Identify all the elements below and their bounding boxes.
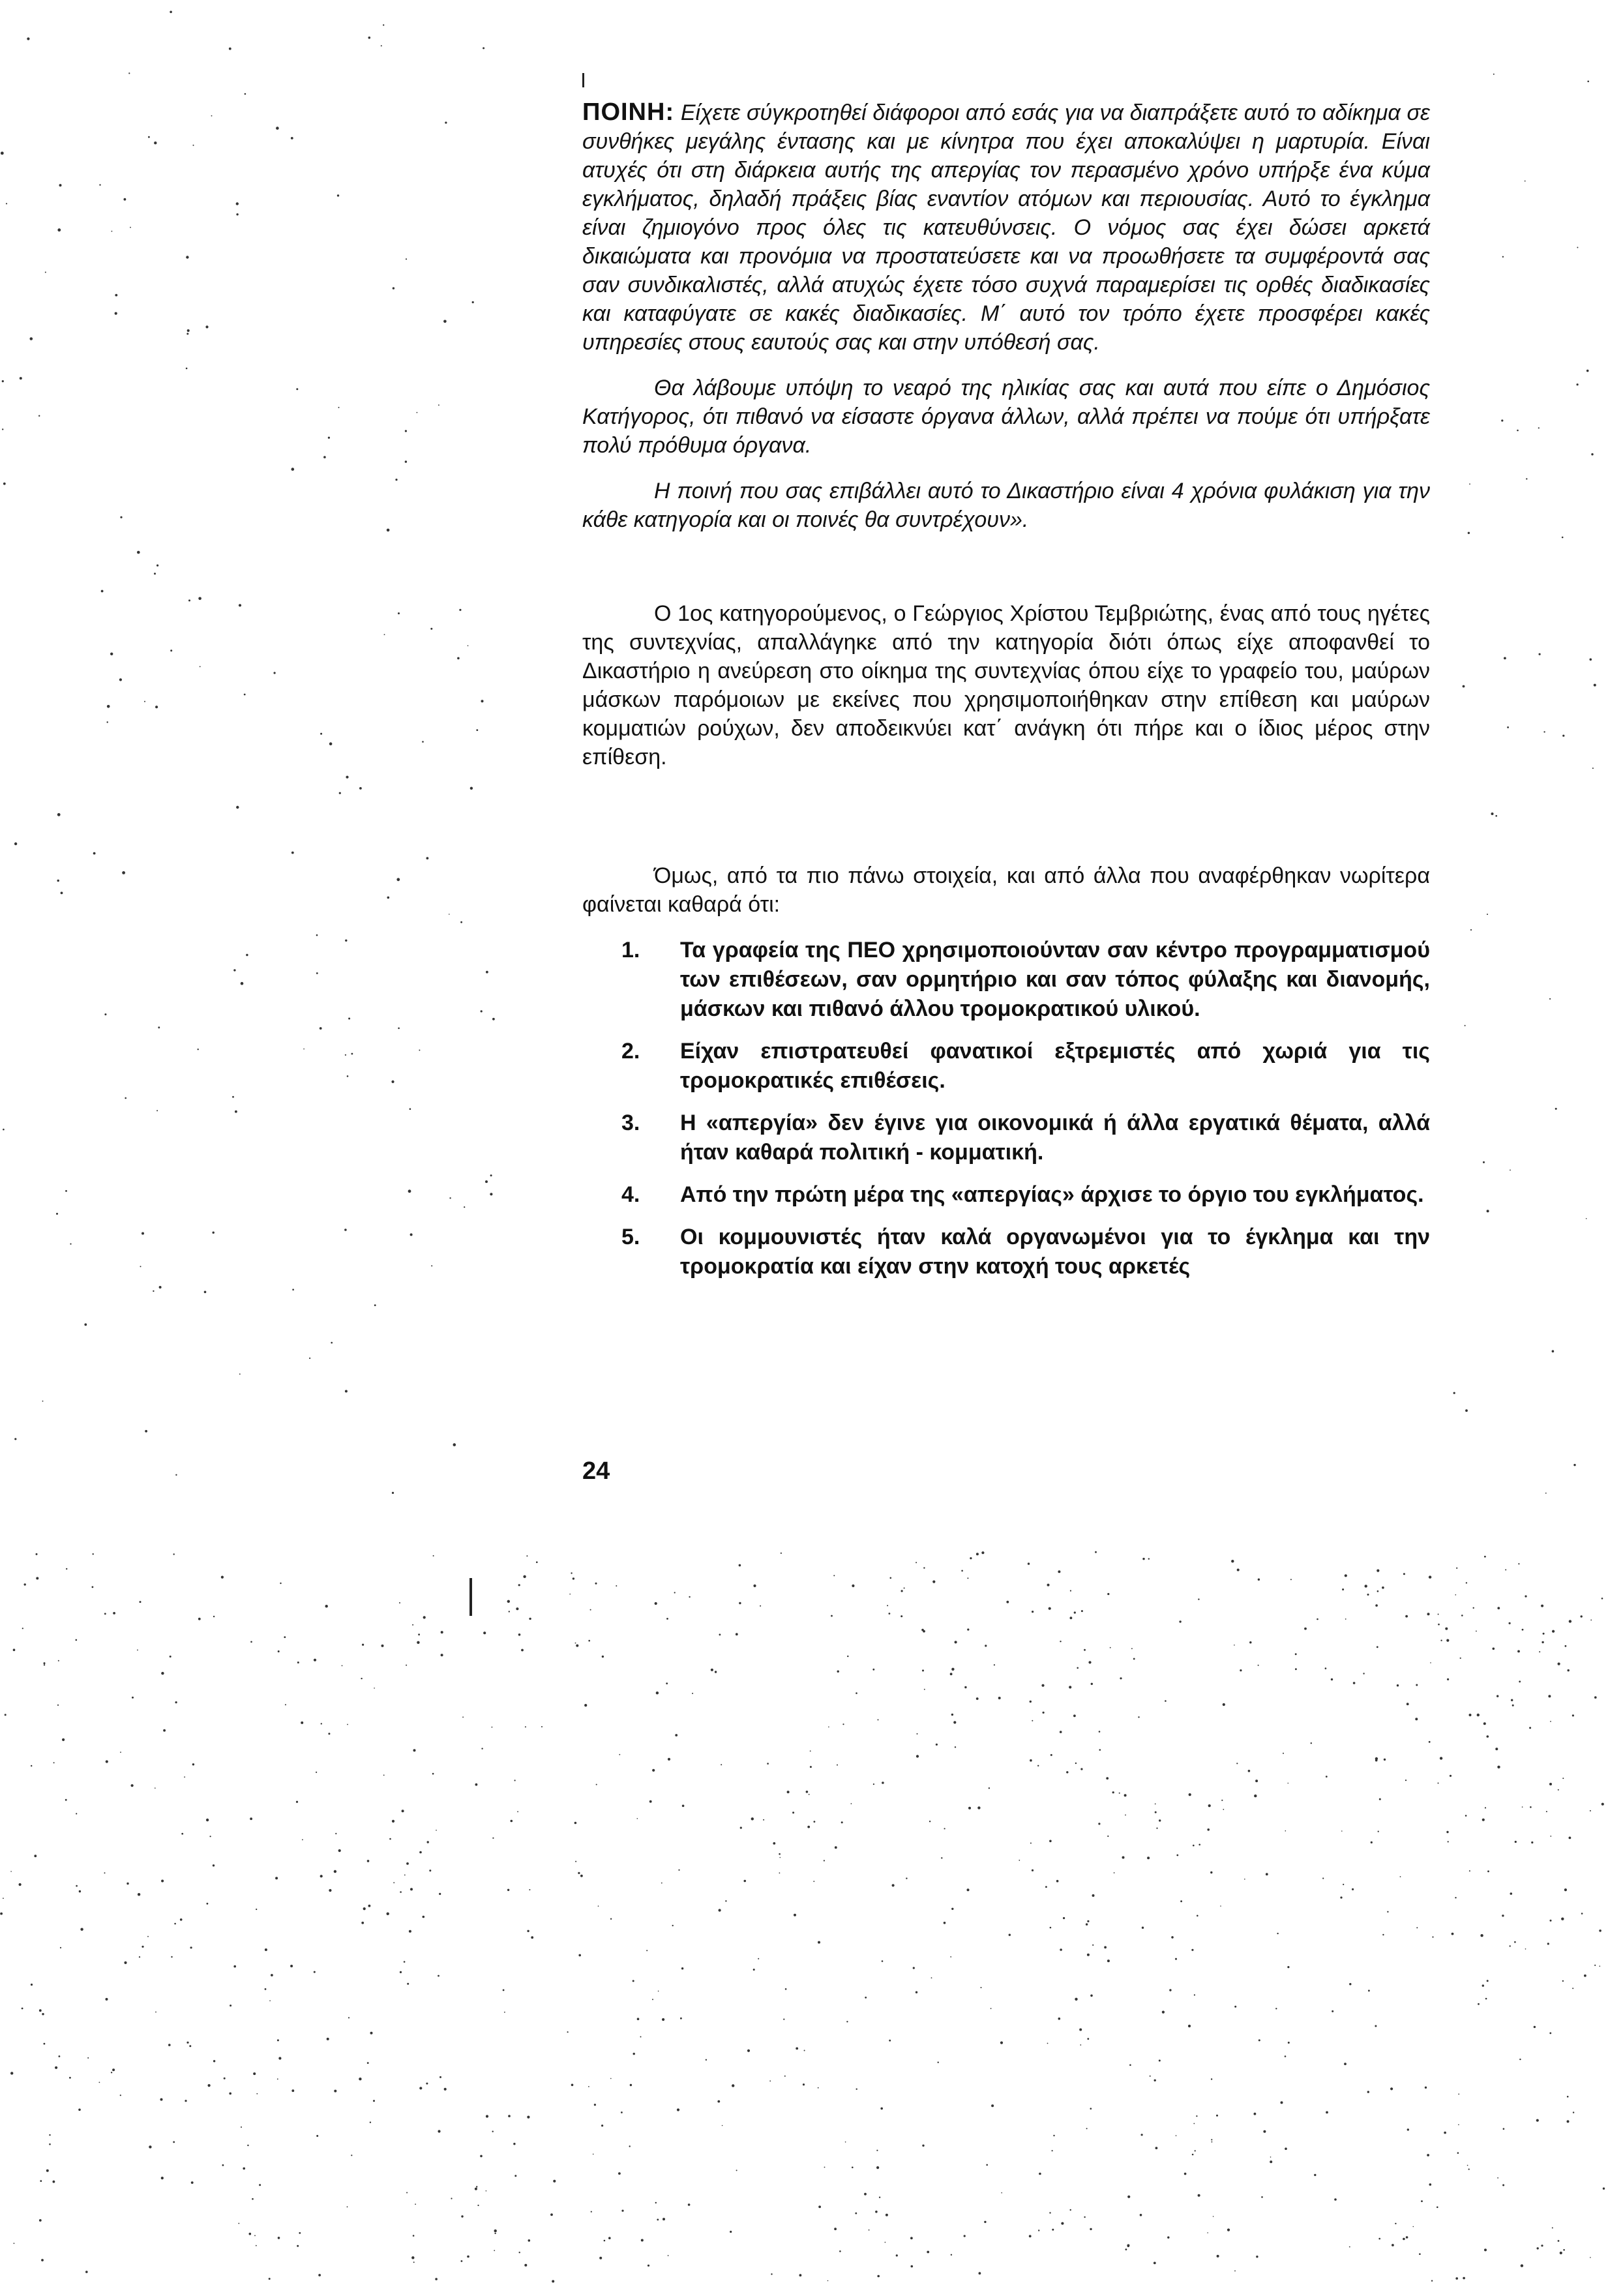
finding-text: Η «απεργία» δεν έγινε για οικονομικά ή άλλα εργατικά θέματα, αλλά ήταν καθαρά πολιτική - κομματική. (680, 1111, 1430, 1165)
finding-item (582, 1223, 1430, 1281)
finding-number: 2. (621, 1039, 640, 1064)
finding-text: Είχαν επιστρατευθεί φανατικοί εξτρεμιστές από χωριά για τις τρομοκρατικές επιθέσεις. (680, 1039, 1430, 1093)
finding-text: Τα γραφεία της ΠΕΟ χρησιμοποιούνταν σαν κέντρο προγραμματισμού των επιθέσεων, σαν ορμητήριο και σαν τόπος φύλαξης και διανομής, μάσκων και πιθανό άλλου τρομοκρατικού υλικού. (680, 938, 1430, 1021)
scan-line-mark (469, 1578, 472, 1616)
finding-item (582, 936, 1430, 1024)
finding-text: Από την πρώτη μέρα της «απεργίας» άρχισε το όργιο του εγκλήματος. (680, 1182, 1424, 1207)
page-content (582, 98, 1430, 1294)
acquittal-paragraph: Ο 1ος κατηγορούμενος, ο Γεώργιος Χρίστου Τεμβριώτης, ένας από τους ηγέτες της συντεχνίας, απαλλάγηκε από την κατηγορία διότι όπως είχε αποφανθεί το Δικαστήριο η ανεύρεση στο οίκημα της συντεχνίας όπου είχε το γραφείο του, μαύρων μάσκων παρόμοιων με εκείνες που χρησιμοποιήθηκαν στην επίθεση και μαύρων κομματιών ρούχων, δεν αποδεικνύει κατ΄ ανάγκη ότι πήρε και ο ίδιος μέρος στην επίθεση. (582, 601, 1430, 769)
page-number: 24 (582, 1457, 610, 1485)
consideration-paragraph: Θα λάβουμε υπόψη το νεαρό της ηλικίας σας και αυτά που είπε ο Δημόσιος Κατήγορος, ότι πιθανό να είσαστε όργανα άλλων, αλλά πρέπει να πούμε ότι υπήρξατε πολύ πρόθυμα όργανα. (582, 376, 1430, 458)
finding-number: 4. (621, 1182, 640, 1207)
sentence-label: ΠΟΙΝΗ: (582, 98, 675, 126)
penalty-paragraph: Η ποινή που σας επιβάλλει αυτό το Δικαστήριο είναι 4 χρόνια φυλάκιση για την κάθε κατηγορία και οι ποινές θα συντρέχουν». (582, 479, 1430, 532)
finding-item (582, 1180, 1430, 1210)
sentence-paragraph (582, 98, 1430, 357)
conclusion-intro: Όμως, από τα πιο πάνω στοιχεία, και από άλλα που αναφέρθηκαν νωρίτερα φαίνεται καθαρά ότι: (582, 863, 1430, 917)
finding-number: 1. (621, 938, 640, 962)
finding-number: 3. (621, 1111, 640, 1135)
sentence-text: Είχετε σύγκροτηθεί διάφοροι από εσάς για να διαπράξετε αυτό το αδίκημα σε συνθήκες μεγάλης έντασης και με κίνητρα που έχει αποκαλύψει η μαρτυρία. Είναι ατυχές ότι στη διάρκεια αυτής της απεργίας τον περασμένο χρόνο υπήρξε ένα κύμα εγκλήματος, δηλαδή πράξεις βίας εναντίον ατόμων και περιουσίας. Αυτό το έγκλημα είναι ζημιογόνο προς όλες τις κατευθύνσεις. Ο νόμος σας έχει δώσει αρκετά δικαιώματα και προνόμια να προστατεύσετε και να προωθήσετε τα συμφέροντά σας σαν συνδικαλιστές, αλλά ατυχώς έχετε τόσο συχνά παραμερίσει τις ορθές διαδικασίες και καταφύγατε σε κακές διαδικασίες. Μ΄ αυτό τον τρόπο έχετε προσφέρει κακές υπηρεσίες στους εαυτούς σας και στην υπόθεσή σας. (582, 100, 1430, 355)
finding-text: Οι κομμουνιστές ήταν καλά οργανωμένοι για το έγκλημα και την τρομοκρατία και είχαν στην κατοχή τους αρκετές (680, 1225, 1430, 1279)
findings-list (582, 936, 1430, 1281)
scan-tick-mark (582, 73, 584, 87)
finding-item (582, 1037, 1430, 1096)
finding-item (582, 1109, 1430, 1167)
finding-number: 5. (621, 1225, 640, 1249)
